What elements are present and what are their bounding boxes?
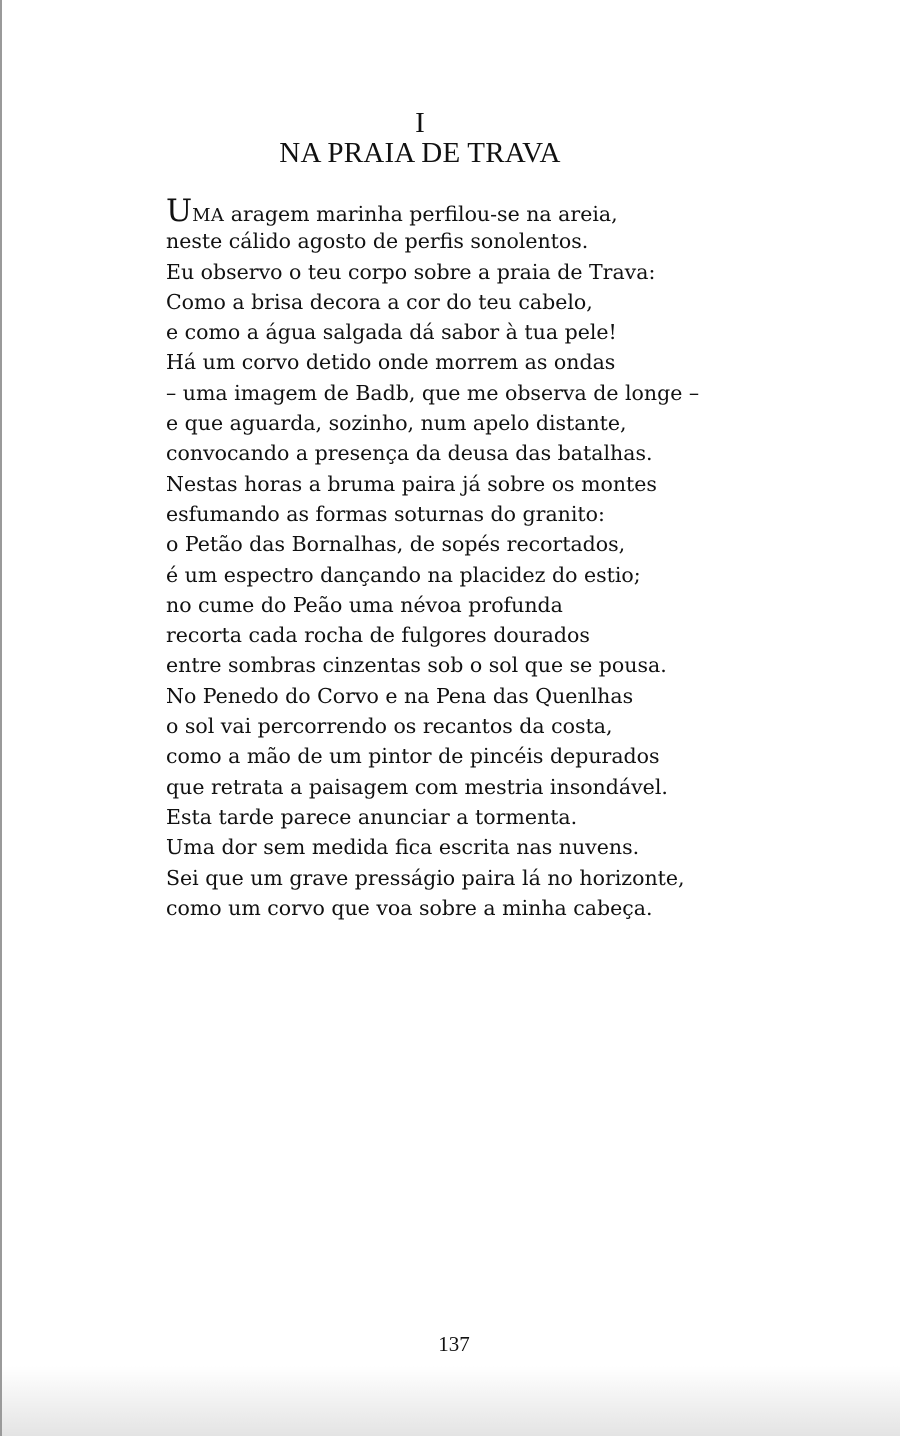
page-bottom-shadow — [2, 1366, 900, 1436]
poem-line: Esta tarde parece anunciar a tormenta. — [166, 804, 578, 829]
poem-line: esfumando as formas soturnas do granito: — [166, 501, 605, 526]
first-line-rest: aragem marinha perfilou-se na areia, — [224, 202, 618, 226]
poem-line: é um espectro dançando na placidez do estio; — [166, 562, 641, 587]
poem-line: que retrata a paisagem com mestria insondável. — [166, 774, 668, 799]
poem-line: Uma dor sem medida fica escrita nas nuvens. — [166, 835, 640, 860]
poem-line: e como a água salgada dá sabor à tua pele! — [166, 320, 617, 345]
poem-line: Há um corvo detido onde morrem as ondas — [166, 350, 616, 375]
poem-line: no cume do Peão uma névoa profunda — [166, 592, 563, 617]
poem-line: No Penedo do Corvo e na Pena das Quenlhas — [166, 683, 634, 708]
poem-line: como a mão de um pintor de pincéis depurados — [166, 744, 660, 769]
poem-line: entre sombras cinzentas sob o sol que se pousa. — [166, 653, 667, 678]
small-caps-word: MA — [192, 205, 225, 226]
poem-line: Como a brisa decora a cor do teu cabelo, — [166, 289, 593, 314]
poem-line: Nestas horas a bruma paira já sobre os montes — [166, 471, 657, 496]
poem-line: recorta cada rocha de fulgores dourados — [166, 623, 590, 648]
poem-line: Sei que um grave presságio paira lá no horizonte, — [166, 865, 685, 890]
page-number: 137 — [438, 1332, 470, 1356]
poem-line: neste cálido agosto de perfis sonolentos. — [166, 229, 589, 254]
poem-first-line — [166, 193, 846, 229]
poem-line: Eu observo o teu corpo sobre a praia de Trava: — [166, 259, 656, 284]
poem-line: o Petão das Bornalhas, de sopés recortados, — [166, 532, 626, 557]
chapter-number: I — [415, 107, 425, 139]
poem-line: – uma imagem de Badb, que me observa de longe – — [166, 380, 700, 405]
poem-line: o sol vai percorrendo os recantos da costa, — [166, 714, 613, 739]
poem-line: convocando a presença da deusa das batalhas. — [166, 441, 653, 466]
poem-body — [166, 193, 846, 923]
poem-line: e que aguarda, sozinho, num apelo distante, — [166, 411, 627, 436]
poem-line: como um corvo que voa sobre a minha cabeça. — [166, 895, 653, 920]
chapter-title: NA PRAIA DE TRAVA — [279, 137, 561, 169]
drop-cap-initial: U — [166, 193, 193, 229]
